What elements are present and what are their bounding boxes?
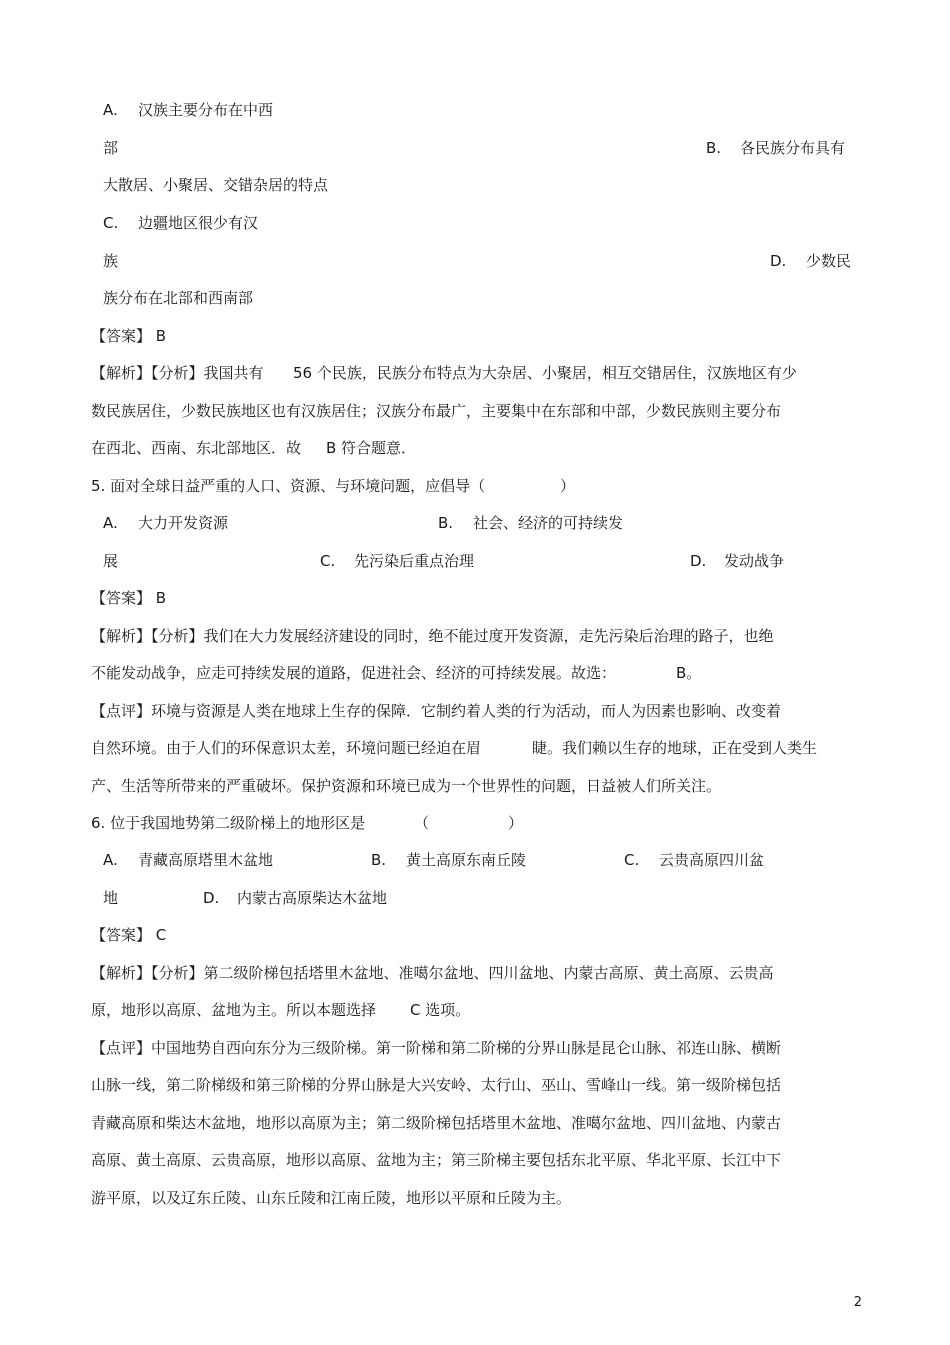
q5-option-a-label: A.: [103, 514, 118, 532]
q5-option-d-label: D.: [690, 552, 707, 570]
q4-analysis-line1a: 【解析】【分析】我国共有: [91, 364, 264, 382]
q6-option-d-text: 内蒙古高原柴达木盆地: [237, 889, 388, 907]
q4-option-a-text-cont: 部: [103, 139, 119, 157]
q4-option-b-text: 各民族分布具有: [740, 139, 846, 157]
q5-stem-close: ）: [560, 477, 576, 495]
q5-stem: 5. 面对全球日益严重的人口、资源、与环境问题，应倡导（: [91, 477, 486, 495]
q6-comment-line5: 游平原，以及辽东丘陵、山东丘陵和江南丘陵，地形以平原和丘陵为主。: [91, 1189, 572, 1207]
q4-analysis-line3a: 在西北、西南、东北部地区．故: [91, 439, 302, 457]
q4-answer: 【答案】 B: [91, 327, 167, 345]
q5-analysis-line1: 【解析】【分析】我们在大力发展经济建设的同时，绝不能过度开发资源，走先污染后治理的路子，也绝: [91, 627, 774, 645]
q6-answer: 【答案】 C: [91, 926, 167, 944]
q4-option-d-text-cont: 族分布在北部和西南部: [103, 289, 254, 307]
q6-option-a-text: 青藏高原塔里木盆地: [138, 851, 274, 869]
q4-option-b-label: B.: [706, 139, 722, 157]
q4-option-a-text: 汉族主要分布在中西: [138, 101, 274, 119]
q4-option-d-label: D.: [770, 252, 787, 270]
q6-analysis-line2a: 原，地形以高原、盆地为主。所以本题选择: [91, 1001, 377, 1019]
q6-option-c-label: C.: [624, 851, 640, 869]
q5-option-a-text: 大力开发资源: [138, 514, 229, 532]
q5-analysis-line2a: 不能发动战争，应走可持续发展的道路，促进社会、经济的可持续发展。故选：: [91, 664, 617, 682]
q5-comment-line1: 【点评】环境与资源是人类在地球上生存的保障．它制约着人类的行为活动，而人为因素也影响、改变着: [91, 702, 782, 720]
q4-analysis-line2: 数民族居住，少数民族地区也有汉族居住；汉族分布最广，主要集中在东部和中部，少数民族则主要分布: [91, 402, 782, 420]
q6-stem-close: ）: [508, 814, 524, 832]
q6-comment-line4: 高原、黄土高原、云贵高原，地形以高原、盆地为主；第三阶梯主要包括东北平原、华北平原、长江中下: [91, 1151, 782, 1169]
q6-analysis-line1: 【解析】【分析】第二级阶梯包括塔里木盆地、准噶尔盆地、四川盆地、内蒙古高原、黄土高原、云贵高: [91, 964, 774, 982]
q5-option-b-label: B.: [438, 514, 454, 532]
q6-option-a-label: A.: [103, 851, 118, 869]
q6-option-d-label: D.: [203, 889, 220, 907]
q5-option-c-label: C.: [320, 552, 336, 570]
q6-option-b-text: 黄土高原东南丘陵: [406, 851, 527, 869]
q6-stem-open: （: [414, 814, 430, 832]
q6-comment-line1: 【点评】中国地势自西向东分为三级阶梯。第一阶梯和第二阶梯的分界山脉是昆仑山脉、祁连山脉、横断: [91, 1039, 782, 1057]
q6-comment-line2: 山脉一线，第二阶梯级和第三阶梯的分界山脉是大兴安岭、太行山、巫山、雪峰山一线。第一级阶梯包括: [91, 1076, 782, 1094]
q6-option-c-text: 云贵高原四川盆: [659, 851, 765, 869]
q4-option-b-text-cont: 大散居、小聚居、交错杂居的特点: [103, 176, 329, 194]
q6-option-b-label: B.: [371, 851, 387, 869]
q6-stem: 6. 位于我国地势第二级阶梯上的地形区是: [91, 814, 366, 832]
q4-option-c-label: C.: [103, 214, 119, 232]
q6-analysis-line2b: C 选项。: [410, 1001, 471, 1019]
q5-option-b-text-cont: 展: [103, 552, 119, 570]
q4-option-c-text-cont: 族: [103, 252, 119, 270]
q5-option-b-text: 社会、经济的可持续发: [473, 514, 624, 532]
q5-comment-line2a: 自然环境。由于人们的环保意识太差，环境问题已经迫在眉: [91, 739, 482, 757]
q4-analysis-line3b: B 符合题意．: [326, 439, 417, 457]
q5-option-c-text: 先污染后重点治理: [354, 552, 475, 570]
q5-comment-line2b: 睫。我们赖以生存的地球，正在受到人类生: [532, 739, 818, 757]
q4-option-d-text: 少数民: [806, 252, 852, 270]
q5-option-d-text: 发动战争: [724, 552, 785, 570]
q5-answer: 【答案】 B: [91, 589, 167, 607]
q4-option-a-label: A.: [103, 101, 118, 119]
q4-option-c-text: 边疆地区很少有汉: [138, 214, 259, 232]
q4-analysis-line1b: 56 个民族，民族分布特点为大杂居、小聚居，相互交错居住，汉族地区有少: [293, 364, 797, 382]
page-number: 2: [853, 1295, 862, 1310]
q6-comment-line3: 青藏高原和柴达木盆地，地形以高原为主；第二级阶梯包括塔里木盆地、准噶尔盆地、四川盆地、内蒙古: [91, 1114, 782, 1132]
q5-analysis-line2b: B。: [676, 664, 702, 682]
q6-option-c-text-cont: 地: [103, 889, 119, 907]
q5-comment-line3: 产、生活等所带来的严重破坏。保护资源和环境已成为一个世界性的问题，日益被人们所关注。: [91, 777, 722, 795]
